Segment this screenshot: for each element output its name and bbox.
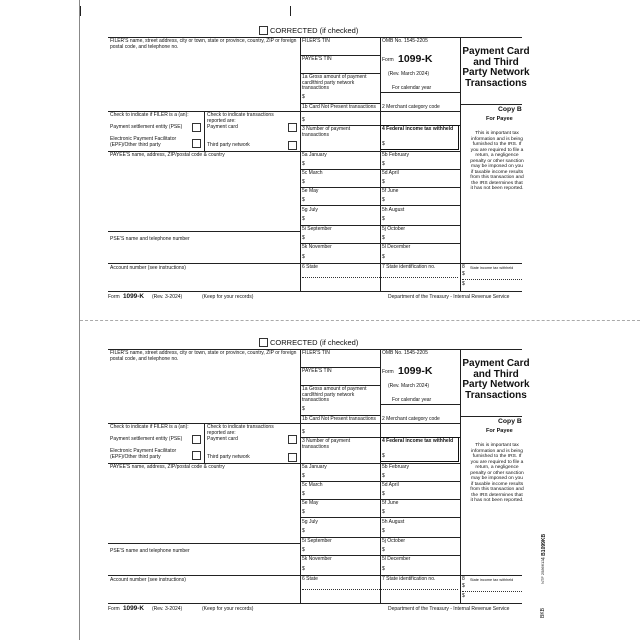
box5a-dollar: $ [302,161,305,167]
payee-tin-label: PAYEE'S TIN [302,56,332,62]
third-party-checkbox[interactable] [288,453,297,462]
box5f-dollar: $ [382,509,385,515]
box5g-dollar: $ [302,216,305,222]
rule [300,37,301,291]
check-filer-label: Check to indicate if FILER is a (an): [110,424,189,430]
rule [460,37,461,291]
notice-text: This is important tax information and is being furnished to the IRS. If you are required to file a return, a negligence penalty or other sanction may be imposed on you if taxable income results from this transaction and the IRS determines that it has not been reported. [470,131,524,191]
form-number: 1099-K [398,53,433,65]
rule [460,104,522,105]
box4-dollar: $ [382,453,385,459]
box5c-label: 5c March [302,482,323,488]
rule [380,349,381,603]
box5e-label: 5e May [302,500,319,506]
box5b-label: 5b February [382,464,409,470]
payment-card-label: Payment card [207,124,238,130]
rule [300,187,460,188]
box6-label: 6 State [302,264,318,270]
corrected-label: CORRECTED (if checked) [270,338,359,347]
box6-label: 6 State [302,576,318,582]
box1a-dollar: $ [302,406,305,412]
rule [108,603,522,604]
account-label: Account number (see instructions) [110,577,186,583]
side-code-b1099kb: 4 B1099KB [541,533,547,560]
copy-b-label: Copy B [498,418,522,425]
form-title: Payment Card and Third Party Network Transactions [462,358,530,401]
side-code-ntf: NTF 2586612 [540,559,545,584]
revision: (Rev. March 2024) [388,71,430,77]
box8-number: 8 [462,576,465,582]
rule [380,37,381,291]
box5l-label: 5l December [382,556,411,562]
rule [302,589,458,590]
box5f-label: 5f June [382,188,399,194]
footer-form-word: Form [108,294,120,300]
box5j-dollar: $ [382,547,385,553]
account-label: Account number (see instructions) [110,265,186,271]
footer-keep: (Keep for your records) [202,294,254,300]
box5k-label: 5k November [302,244,332,250]
footer-form-number: 1099-K [123,605,144,612]
box1b-dollar: $ [302,117,305,123]
box5h-label: 5h August [382,519,405,525]
check-filer-label: Check to indicate if FILER is a (an): [110,112,189,118]
footer-dept: Department of the Treasury - Internal Revenue Service [388,294,510,300]
box5l-dollar: $ [382,566,385,572]
box2-label: 2 Merchant category code [382,104,440,110]
third-party-label: Third party network [207,454,250,460]
epf-checkbox[interactable] [192,451,201,460]
rule [460,349,461,603]
calendar-year-label: For calendar year [392,397,432,403]
omb-number: OMB No. 1545-2205 [382,350,428,356]
form-copy-bottom [0,312,640,632]
third-party-checkbox[interactable] [288,141,297,150]
pse-checkbox[interactable] [192,123,201,132]
box5c-dollar: $ [302,491,305,497]
rule [204,423,205,463]
corrected-label: CORRECTED (if checked) [270,26,359,35]
box5i-dollar: $ [302,547,305,553]
form-word: Form [382,369,394,375]
payee-name-label: PAYEE'S name, address, ZIP/postal code & country [110,152,225,158]
payee-name-label: PAYEE'S name, address, ZIP/postal code & country [110,464,225,470]
box1b-label: 1b Card Not Present transactions [302,416,376,422]
calendar-year-label: For calendar year [392,85,432,91]
payment-card-checkbox[interactable] [288,123,297,132]
for-payee-label: For Payee [486,116,513,122]
rule [300,169,460,170]
box1a-dollar: $ [302,94,305,100]
box5e-dollar: $ [302,509,305,515]
corrected-checkbox[interactable] [259,338,268,347]
payee-tin-label: PAYEE'S TIN [302,368,332,374]
pse-checkbox[interactable] [192,435,201,444]
rule [462,591,522,592]
box5l-label: 5l December [382,244,411,250]
box5b-label: 5b February [382,152,409,158]
filer-tin-label: FILER'S TIN [302,350,330,356]
box5d-dollar: $ [382,179,385,185]
form-word: Form [382,57,394,63]
epf-label: Electronic Payment Facilitator (EPF)/Other third party [110,448,177,460]
box8-label: State income tax withheld [470,266,514,270]
box5b-dollar: $ [382,473,385,479]
rule [300,499,460,500]
box8-number: 8 [462,264,465,270]
filer-tin-label: FILER'S TIN [302,38,330,44]
rule [108,291,522,292]
box5c-label: 5c March [302,170,323,176]
box5g-dollar: $ [302,528,305,534]
rule [302,277,458,278]
side-code-bkb: BKB [540,607,546,618]
box1a-label: 1a Gross amount of payment card/third party network transactions [302,74,367,92]
footer-dept: Department of the Treasury - Internal Revenue Service [388,606,510,612]
rule [300,481,460,482]
rule [380,92,460,93]
box5j-label: 5j October [382,538,406,544]
notice-text: This is important tax information and is being furnished to the IRS. If you are required to file a return, a negligence penalty or other sanction may be imposed on you if taxable income results from this transaction and the IRS determines that it has not been reported. [470,443,524,503]
footer-revision: (Rev. 3-2024) [152,606,183,612]
box8-dollar: $ [462,583,465,589]
pse-label: Payment settlement entity (PSE) [110,124,183,130]
third-party-label: Third party network [207,142,250,148]
box5i-label: 5i September [302,226,332,232]
box3-label: 3 Number of payment transactions [302,438,351,450]
rule [462,279,522,280]
rule [300,349,301,603]
footer-revision: (Rev. 3-2024) [152,294,183,300]
box5h-dollar: $ [382,528,385,534]
box5g-label: 5g July [302,207,318,213]
box5h-label: 5h August [382,207,405,213]
pse-label: Payment settlement entity (PSE) [110,436,183,442]
box8-dollar: $ [462,271,465,277]
pse-name-label: PSE'S name and telephone number [110,548,190,554]
box4-label: 4 Federal income tax withheld [382,438,454,444]
rule [108,543,300,544]
filer-name-label: FILER'S name, street address, city or town, state or province, country, ZIP or foreign postal code, and telephone no. [110,350,297,362]
box5k-dollar: $ [302,254,305,260]
box7-label: 7 State identification no. [382,264,436,270]
form-number: 1099-K [398,365,433,377]
rule [460,416,522,417]
footer-keep: (Keep for your records) [202,606,254,612]
box5e-dollar: $ [302,197,305,203]
box5d-dollar: $ [382,491,385,497]
box5a-label: 5a January [302,464,327,470]
box4-dollar: $ [382,141,385,147]
box8-dollar-2: $ [462,593,465,599]
box5i-label: 5i September [302,538,332,544]
rule [300,205,460,206]
rule [204,111,205,151]
for-payee-label: For Payee [486,428,513,434]
form-title: Payment Card and Third Party Network Transactions [462,46,530,89]
box8-dollar-2: $ [462,281,465,287]
box5d-label: 5d April [382,170,399,176]
box5d-label: 5d April [382,482,399,488]
rule [380,404,460,405]
payment-card-label: Payment card [207,436,238,442]
box2-label: 2 Merchant category code [382,416,440,422]
box5f-dollar: $ [382,197,385,203]
omb-number: OMB No. 1545-2205 [382,38,428,44]
box5a-label: 5a January [302,152,327,158]
revision: (Rev. March 2024) [388,383,430,389]
box5b-dollar: $ [382,161,385,167]
check-reported-label: Check to indicate transactions reported are: [207,424,274,436]
box5j-label: 5j October [382,226,406,232]
box5j-dollar: $ [382,235,385,241]
box5k-dollar: $ [302,566,305,572]
box5c-dollar: $ [302,179,305,185]
box5k-label: 5k November [302,556,332,562]
box5e-label: 5e May [302,188,319,194]
box5i-dollar: $ [302,235,305,241]
epf-checkbox[interactable] [192,139,201,148]
box5l-dollar: $ [382,254,385,260]
box5a-dollar: $ [302,473,305,479]
check-reported-label: Check to indicate transactions reported are: [207,112,274,124]
copy-b-label: Copy B [498,106,522,113]
box1b-label: 1b Card Not Present transactions [302,104,376,110]
rule [300,517,460,518]
pse-name-label: PSE'S name and telephone number [110,236,190,242]
box1b-dollar: $ [302,429,305,435]
footer-form-number: 1099-K [123,293,144,300]
corrected-checkbox[interactable] [259,26,268,35]
box4-label: 4 Federal income tax withheld [382,126,454,132]
box5h-dollar: $ [382,216,385,222]
payment-card-checkbox[interactable] [288,435,297,444]
box7-label: 7 State identification no. [382,576,436,582]
box5g-label: 5g July [302,519,318,525]
footer-form-word: Form [108,606,120,612]
epf-label: Electronic Payment Facilitator (EPF)/Other third party [110,136,177,148]
filer-name-label: FILER'S name, street address, city or town, state or province, country, ZIP or foreign postal code, and telephone no. [110,38,297,50]
box5f-label: 5f June [382,500,399,506]
rule [108,231,300,232]
box1a-label: 1a Gross amount of payment card/third party network transactions [302,386,367,404]
box3-label: 3 Number of payment transactions [302,126,351,138]
box8-label: State income tax withheld [470,578,514,582]
